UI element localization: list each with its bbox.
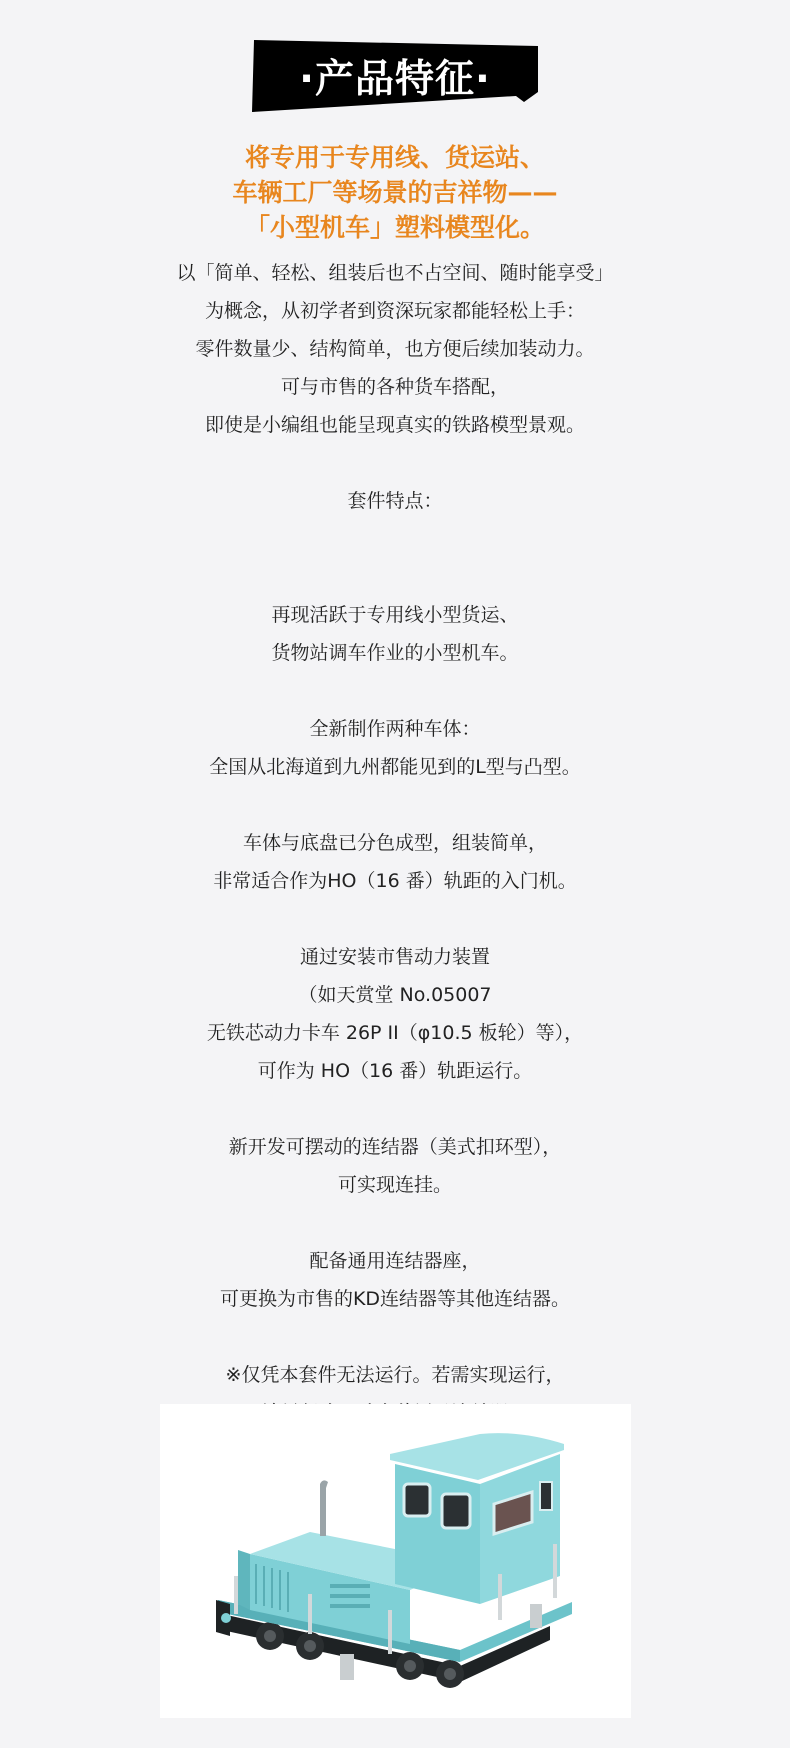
feature-line: 货物站调车作业的小型机车。 [271, 642, 519, 664]
locomotive-illustration [160, 1404, 631, 1718]
feature-line: （如天赏堂 No.05007 [298, 984, 492, 1006]
note-line: ※仅凭本套件无法运行。若需实现运行， [225, 1364, 565, 1386]
feature-line: 通过安装市售动力装置 [299, 946, 490, 968]
feature-line: 配备通用连结器座， [309, 1250, 481, 1272]
feature-line: 可实现连挂。 [337, 1174, 452, 1196]
feature-line: 全国从北海道到九州都能见到的L型与凸型。 [209, 756, 581, 778]
intro-line: 即使是小编组也能呈现真实的铁路模型景观。 [204, 414, 585, 436]
headline-line: 车辆工厂等场景的吉祥物—— [232, 178, 558, 207]
feature-line: 非常适合作为HO（16 番）轨距的入门机。 [213, 870, 577, 892]
feature-line: 无铁芯动力卡车 26P II（φ10.5 板轮）等）， [206, 1022, 584, 1044]
feature-line: 全新制作两种车体： [309, 718, 481, 740]
intro-line: 为概念，从初学者到资深玩家都能轻松上手： [204, 300, 585, 322]
features-title: 套件特点： [347, 490, 443, 512]
feature-line: 再现活跃于专用线小型货运、 [271, 604, 519, 626]
feature-line: 车体与底盘已分色成型，组装简单， [242, 832, 547, 854]
headline-line: 将专用于专用线、货运站、 [244, 143, 545, 172]
feature-line: 可作为 HO（16 番）轨距运行。 [257, 1060, 533, 1082]
section-title: ·产品特征· [299, 57, 491, 102]
feature-line: 可更换为市售的KD连结器等其他连结器。 [219, 1288, 571, 1310]
product-image [160, 1404, 631, 1718]
headline [0, 140, 790, 245]
intro-line: 以「简单、轻松、组装后也不占空间、随时能享受」 [176, 262, 614, 284]
description [0, 254, 790, 1432]
intro-line: 可与市售的各种货车搭配， [280, 376, 509, 398]
headline-line: 「小型机车」塑料模型化。 [244, 213, 545, 242]
intro-line: 零件数量少、结构简单，也方便后续加装动力。 [195, 338, 595, 360]
section-banner [252, 40, 538, 112]
feature-line: 新开发可摆动的连结器（美式扣环型）， [228, 1136, 562, 1158]
